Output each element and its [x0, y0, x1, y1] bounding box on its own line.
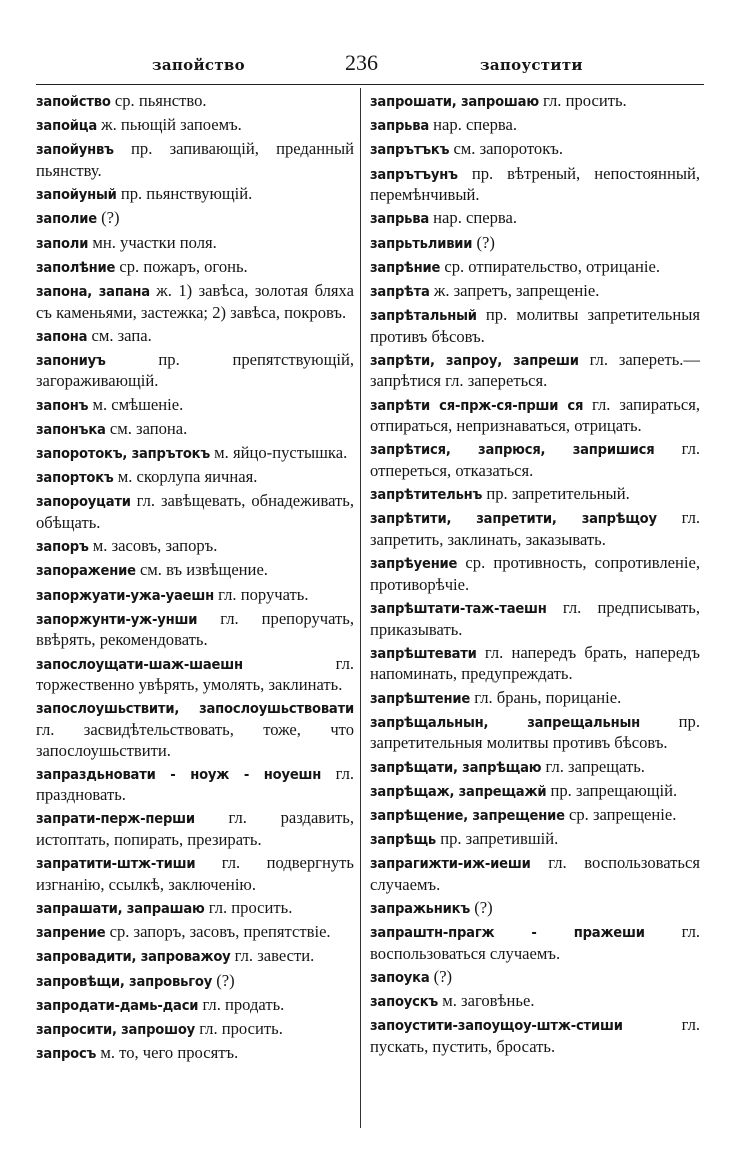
entry-definition: (?): [470, 898, 493, 918]
dictionary-entry: [36, 1019, 354, 1041]
entry-definition: гл. препоручать, ввѣрять, рекомендовать.: [36, 608, 354, 650]
entry-definition: ср. пожаръ, огонь.: [115, 256, 248, 276]
entry-definition: м. то, чего просятъ.: [96, 1043, 239, 1063]
dictionary-entry: [370, 598, 700, 640]
entry-headword: запрѣштение: [370, 689, 471, 707]
dictionary-entry: [370, 139, 700, 161]
entry-headword: заполи: [36, 234, 89, 252]
entry-headword: запрѣщальнын, запрещальнын: [370, 713, 640, 731]
dictionary-entry: [36, 971, 354, 993]
entry-headword: заполѣние: [36, 258, 116, 276]
dictionary-entry: [36, 853, 354, 895]
dictionary-entry: [370, 257, 700, 279]
entry-definition: ж. пьющій запоемъ.: [96, 115, 242, 135]
entry-definition: м. заговѣнье.: [438, 991, 535, 1011]
dictionary-entry: [36, 395, 354, 417]
entry-headword: заполие: [36, 210, 97, 228]
dictionary-entry: [36, 698, 354, 761]
entry-definition: (?): [96, 208, 120, 228]
entry-definition: ж. запретъ, запрещеніе.: [429, 280, 600, 300]
entry-definition: пр. запретительный.: [482, 484, 630, 504]
dictionary-entry: [36, 443, 354, 465]
entry-headword: запрѣтальный: [370, 307, 477, 325]
dictionary-entry: [36, 995, 354, 1017]
dictionary-entry: [370, 712, 700, 754]
dictionary-entry: [36, 115, 354, 137]
dictionary-entry: [370, 395, 700, 437]
dictionary-entry: [370, 922, 700, 964]
running-header: [40, 50, 703, 80]
entry-headword: запрѣти, запроу, запреши: [370, 351, 579, 369]
dictionary-entry: [36, 764, 354, 806]
dictionary-entry: [370, 781, 700, 803]
entry-definition: гл. продать.: [198, 994, 285, 1014]
entry-headword: запона, запана: [36, 282, 150, 300]
entry-definition: м. скорлупа яичная.: [113, 467, 258, 487]
entry-headword: запоустити-запоущоу-штж-стиши: [370, 1017, 623, 1035]
entry-headword: запрашати, запрашаю: [36, 900, 205, 918]
entry-headword: запрѣщати, запрѣщаю: [370, 758, 542, 776]
entry-headword: запойуный: [36, 186, 117, 204]
entry-definition: ср. отпирательство, отрицаніе.: [440, 256, 660, 276]
entry-definition: гл. раздавить, истоптать, попирать, презирать.: [36, 808, 354, 850]
dictionary-entry: [36, 208, 354, 230]
entry-headword: запрение: [36, 924, 106, 942]
entry-definition: гл. завести.: [230, 946, 315, 966]
entry-headword: запрътъкъ: [370, 141, 450, 159]
entry-headword: запрѣуение: [370, 555, 458, 573]
dictionary-entry: [370, 208, 700, 230]
entry-headword: запониуъ: [36, 351, 106, 369]
dictionary-entry: [370, 553, 700, 595]
entry-definition: гл. завѣщевать, обнадеживать, обѣщать.: [36, 491, 354, 532]
entry-headword: запослоущати-шаж-шаешн: [36, 655, 243, 673]
entry-headword: запрѣщь: [370, 831, 437, 849]
dictionary-entry: [370, 967, 700, 989]
entry-definition: пр. молитвы запретительныя противъ бѣсовъ.: [370, 305, 700, 346]
entry-headword: запрѣта: [370, 282, 430, 300]
dictionary-entry: [36, 139, 354, 181]
entry-headword: запрати-перж-перши: [36, 810, 195, 828]
entry-definition: гл. напередъ брать, напередъ напоминать, предупреждать.: [370, 642, 700, 684]
entry-definition: ср. запрещеніе.: [564, 804, 677, 824]
dictionary-entry: [370, 688, 700, 710]
dictionary-entry: [36, 560, 354, 582]
dictionary-entry: [370, 281, 700, 303]
entry-headword: запродати-дамь-даси: [36, 996, 199, 1014]
entry-headword: запрѣние: [370, 258, 441, 276]
dictionary-entry: [370, 805, 700, 827]
dictionary-entry: [370, 115, 700, 137]
entry-headword: запросъ: [36, 1045, 97, 1063]
right-column: [370, 91, 700, 1060]
dictionary-entry: [36, 184, 354, 206]
dictionary-entry: [370, 305, 700, 347]
entry-headword: запоръ: [36, 538, 89, 556]
dictionary-entry: [370, 91, 700, 113]
dictionary-entry: [36, 808, 354, 850]
dictionary-entry: [36, 281, 354, 323]
dictionary-entry: [370, 757, 700, 779]
entry-definition: пр. запретительныя молитвы противъ бѣсовъ.: [370, 711, 700, 753]
entry-headword: запоржунти-уж-унши: [36, 610, 198, 628]
entry-definition: гл. праздновать.: [36, 763, 354, 805]
entry-headword: запороуцати: [36, 493, 131, 511]
entry-headword: запрѣштати-таж-таешн: [370, 599, 547, 617]
dictionary-entry: [370, 853, 700, 895]
entry-definition: гл. запретить, заклинать, заказывать.: [370, 508, 700, 549]
entry-definition: ср. пьянство.: [110, 91, 207, 110]
dictionary-entry: [370, 164, 700, 206]
entry-definition: пр. пьянствующій.: [116, 184, 253, 204]
dictionary-entry: [36, 491, 354, 533]
dictionary-entry: [36, 654, 354, 696]
entry-headword: запратити-штж-тиши: [36, 855, 196, 873]
entry-headword: запровадити, запроважоу: [36, 948, 231, 966]
entry-headword: запослоушьствити, запослоушьствовати: [36, 700, 354, 718]
entry-definition: м. смѣшеніе.: [88, 394, 184, 414]
entry-headword: запоускъ: [370, 993, 439, 1011]
entry-definition: гл. запираться, отпираться, непризнаваться, отрицать.: [370, 394, 700, 436]
entry-headword: запраштн-прагж - пражеши: [370, 924, 645, 942]
entry-definition: пр. запрещающій.: [546, 780, 678, 800]
entry-headword: запойство: [36, 93, 111, 110]
entry-definition: гл. просить.: [538, 91, 627, 110]
entry-headword: запоржуати-ужа-уаешн: [36, 586, 215, 604]
entry-definition: нар. сперва.: [429, 208, 518, 228]
entry-definition: см. запона.: [105, 418, 188, 438]
header-right-guideword: запоустити: [480, 56, 583, 74]
dictionary-entry: [36, 419, 354, 441]
dictionary-entry: [370, 643, 700, 685]
entry-definition: гл. поручать.: [214, 584, 309, 604]
entry-definition: гл. подвергнуть изгнанію, ссылкѣ, заключенію.: [36, 853, 354, 894]
entry-headword: запрьва: [370, 210, 430, 228]
entry-headword: запрѣтительнъ: [370, 486, 483, 504]
entry-definition: гл. воспользоваться случаемъ.: [370, 853, 700, 894]
entry-headword: запрьтьливии: [370, 234, 473, 252]
dictionary-entry: [36, 233, 354, 255]
dictionary-entry: [370, 508, 700, 550]
entry-headword: запрошати, запрошаю: [370, 93, 539, 110]
entry-headword: запрътъунъ: [370, 165, 458, 183]
entry-definition: гл. предписывать, приказывать.: [370, 597, 700, 639]
entry-headword: запортокъ: [36, 469, 114, 487]
dictionary-entry: [370, 1015, 700, 1057]
entry-headword: запоражение: [36, 562, 136, 580]
entry-definition: см. запа.: [87, 325, 152, 345]
dictionary-entry: [36, 609, 354, 651]
entry-definition: пр. запретившій.: [436, 829, 559, 849]
header-left-guideword: запойство: [152, 56, 245, 74]
entry-headword: запонъ: [36, 396, 89, 414]
entry-definition: гл. брань, порицаніе.: [470, 687, 622, 707]
entry-headword: запрѣщаж, запрещажй: [370, 782, 547, 800]
entry-definition: (?): [429, 967, 453, 986]
entry-definition: гл. запереть.—запрѣтися гл. запереться.: [370, 349, 700, 391]
entry-headword: запоука: [370, 969, 430, 986]
entry-definition: (?): [212, 970, 235, 990]
entry-headword: запрѣтися, запрюся, запришися: [370, 441, 655, 459]
entry-definition: см. въ извѣщение.: [135, 560, 268, 580]
entry-headword: запойунвъ: [36, 141, 114, 159]
entry-definition: ср. противность, сопротивленіе, противорѣчіе.: [370, 553, 700, 594]
dictionary-entry: [370, 484, 700, 506]
entry-headword: запражьникъ: [370, 900, 471, 918]
entry-definition: гл. просить.: [204, 898, 293, 918]
entry-headword: запрѣштевати: [370, 644, 477, 662]
entry-definition: гл. пускать, пустить, бросать.: [370, 1015, 700, 1056]
entry-headword: запрѣтити, запретити, запрѣщоу: [370, 510, 657, 528]
dictionary-entry: [36, 585, 354, 607]
entry-headword: запойца: [36, 117, 97, 135]
dictionary-entry: [36, 257, 354, 279]
dictionary-entry: [370, 898, 700, 920]
entry-definition: ср. запоръ, засовъ, препятствіе.: [105, 922, 331, 942]
entry-definition: см. запоротокъ.: [449, 139, 563, 159]
dictionary-entry: [370, 350, 700, 392]
page-number: 236: [345, 50, 378, 75]
column-divider: [360, 88, 361, 1128]
entry-definition: м. засовъ, запоръ.: [88, 536, 218, 556]
entry-headword: запрѣщение, запрещение: [370, 806, 565, 824]
dictionary-entry: [36, 536, 354, 558]
dictionary-entry: [36, 467, 354, 489]
dictionary-entry: [36, 946, 354, 968]
entry-definition: гл. торжественно увѣрять, умолять, заклинать.: [36, 653, 354, 695]
entry-definition: ж. 1) завѣса, золотая бляха съ каменьями, застежка; 2) завѣса, покровъ.: [36, 280, 354, 322]
entry-headword: запровѣщи, запровьгоу: [36, 972, 213, 990]
left-column: [36, 91, 354, 1067]
entry-definition: м. яйцо-пустышка.: [210, 443, 348, 463]
dictionary-entry: [370, 829, 700, 851]
entry-definition: гл. просить.: [195, 1018, 283, 1038]
entry-headword: запрагижти-иж-иеши: [370, 855, 531, 873]
entry-definition: гл. отпереться, отказаться.: [370, 439, 700, 481]
entry-headword: запрѣти ся-прж-ся-прши ся: [370, 396, 584, 414]
entry-definition: пр. препятствующій, загораживающій.: [36, 349, 354, 391]
dictionary-entry: [36, 1043, 354, 1065]
entry-definition: гл. засвидѣтельствовать, тоже, что запослоушьствити.: [36, 719, 354, 760]
entry-definition: нар. сперва.: [429, 115, 518, 135]
entry-headword: запросити, запрошоу: [36, 1020, 196, 1038]
entry-definition: гл. воспользоваться случаемъ.: [370, 922, 700, 963]
dictionary-entry: [36, 350, 354, 392]
dictionary-entry: [36, 326, 354, 348]
entry-definition: пр. запивающій, преданный пьянству.: [36, 139, 354, 180]
entry-headword: запраздьновати - ноуж - ноуешн: [36, 765, 322, 783]
entry-headword: запрьва: [370, 117, 430, 135]
entry-headword: запоротокъ, запрътокъ: [36, 445, 211, 463]
dictionary-entry: [370, 233, 700, 255]
entry-definition: пр. вѣтреный, непостоянный, перемѣнчивый.: [370, 163, 700, 205]
entry-headword: запонъка: [36, 420, 106, 438]
entry-definition: (?): [472, 232, 495, 252]
header-rule: [36, 84, 704, 85]
dictionary-entry: [370, 991, 700, 1013]
dictionary-entry: [370, 439, 700, 481]
entry-headword: запона: [36, 327, 88, 345]
entry-definition: гл. запрещать.: [541, 756, 645, 776]
entry-definition: мн. участки поля.: [88, 232, 217, 252]
dictionary-entry: [36, 898, 354, 920]
dictionary-entry: [36, 91, 354, 113]
dictionary-entry: [36, 922, 354, 944]
